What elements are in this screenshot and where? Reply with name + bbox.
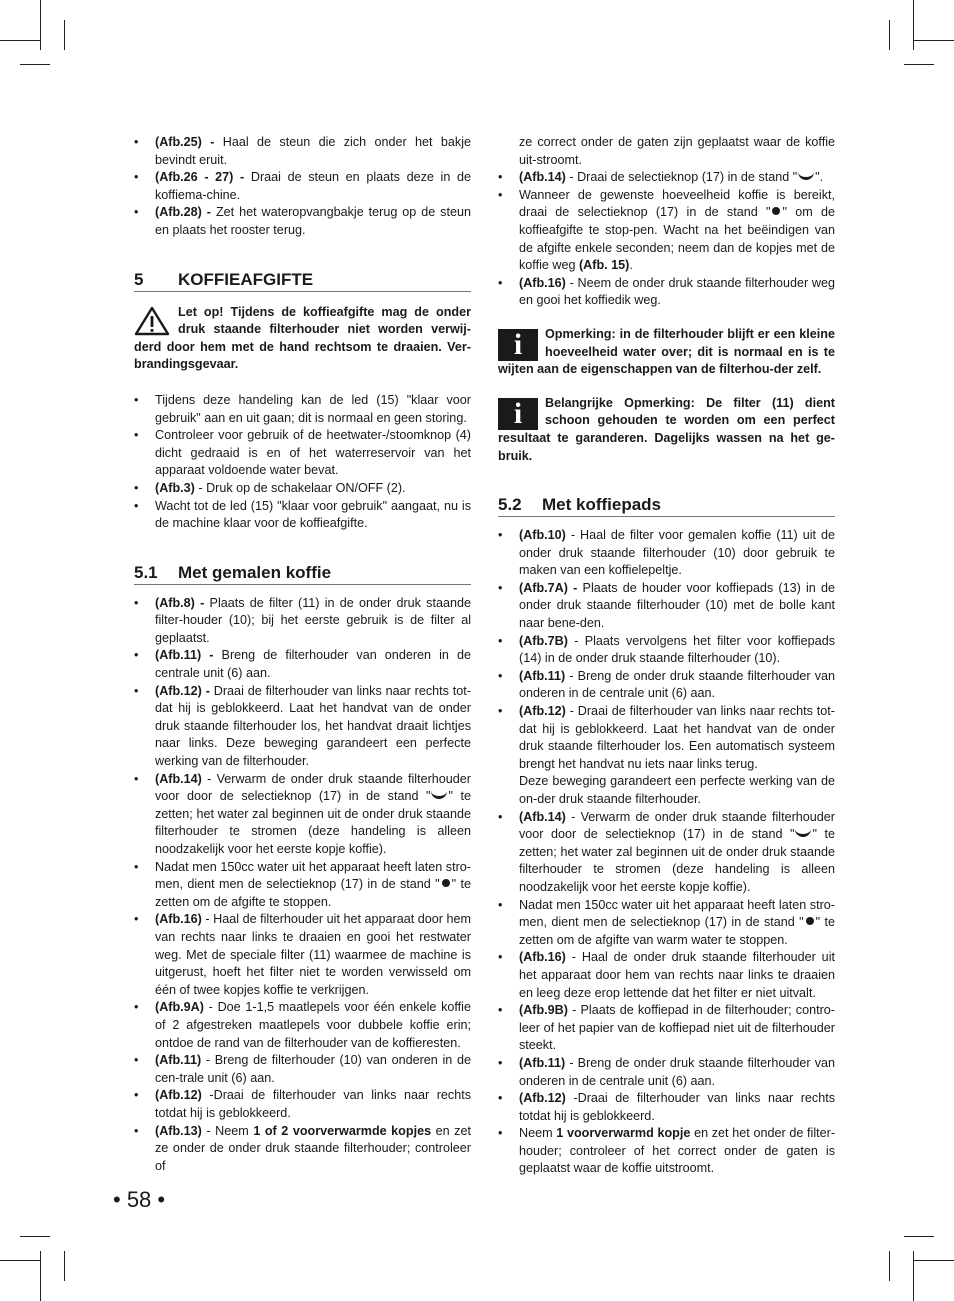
crop-mark <box>40 0 41 50</box>
section51-continued-list <box>498 169 835 310</box>
list-item: • (Afb.13) - Neem 1 of 2 voorverwarmde kopjes en zet ze onder de onder druk staande filterhouder; controleer of <box>134 1123 471 1176</box>
crop-mark <box>40 1251 41 1301</box>
list-item: • (Afb.11) - Breng de filterhouder van onderen in de centrale unit (6) aan. <box>134 647 471 682</box>
list-item: • (Afb.16) - Haal de filterhouder uit het apparaat door hem van rechts naar links te draaien en gooi het restwater weg. Met de speciale filter (11) waarmee de machine is uitgerust, hoeft het filter niet te worden verwisseld om één of twee kopjes koffie te verkrijgen. <box>134 911 471 999</box>
info-icon: i <box>498 329 538 361</box>
section-heading-5-2: 5.2 Met koffiepads <box>498 495 835 517</box>
section52-list <box>498 527 835 1178</box>
cup-position-icon <box>798 169 814 180</box>
list-item: • (Afb.11) - Breng de filterhouder (10) van onderen in de cen-trale unit (6) aan. <box>134 1052 471 1087</box>
off-position-icon <box>442 879 450 887</box>
note-block <box>498 326 835 379</box>
important-note-block <box>498 395 835 465</box>
crop-mark <box>0 1260 40 1261</box>
list-item: • (Afb.14) - Verwarm de onder druk staande filterhouder voor door de selectieknop (17) in de stand " " te zetten; het water zal beginnen uit de onder druk staande filterhouder te stromen (deze handeling is alleen noodzakelijk voor het eerste kopje koffie). <box>498 809 835 897</box>
crop-mark <box>904 64 934 65</box>
crop-mark <box>913 0 914 50</box>
list-item: • (Afb.25) - Haal de steun die zich onder het bakje bevindt eruit. <box>134 134 471 169</box>
crop-mark <box>889 20 890 50</box>
intro-list <box>134 134 471 240</box>
crop-mark <box>64 1251 65 1281</box>
list-item: • Wanneer de gewenste hoeveelheid koffie is bereikt, draai de selectieknop (17) in de stand " " om de koffieafgifte te stop-pen. Wacht na het beëindigen van de afgifte enkele seconden; neem dan de kopjes met de koffie weg (Afb. 15). <box>498 187 835 275</box>
list-item: • Neem 1 voorverwarmd kopje en zet het onder de filter-houder; controleer of het correct onder de gaten is geplaatst waar de koffie uitstroomt. <box>498 1125 835 1178</box>
list-item: • (Afb.10) - Haal de filter voor gemalen koffie (11) uit de onder druk staande filterhouder (10) door gebruik te maken van een koffielepeltje. <box>498 527 835 580</box>
warning-triangle-icon <box>134 306 170 336</box>
section-heading-5: 5 KOFFIEAFGIFTE <box>134 270 471 292</box>
crop-mark <box>913 1251 914 1301</box>
list-item: • (Afb.12) - Draai de filterhouder van links naar rechts tot-dat hij is geblokkeerd. Laat het handvat van de onder druk staande filterhouder los, het handvat draait lichtjes naar links. Deze beweging garandeert een perfecte werking van de filterhouder. <box>134 683 471 771</box>
list-item: • (Afb.3) - Druk op de schakelaar ON/OFF (2). <box>134 480 471 498</box>
list-item: • (Afb.14) - Draai de selectieknop (17) in de stand " ". <box>498 169 835 187</box>
list-item: • (Afb.14) - Verwarm de onder druk staande filterhouder voor door de selectieknop (17) in de stand " " te zetten; het water zal beginnen uit de onder druk staande filterhouder te stromen (deze handeling is alleen noodzakelijk voor het eerste kopje koffie). <box>134 771 471 859</box>
crop-mark <box>64 20 65 50</box>
left-column <box>134 134 471 1175</box>
crop-mark <box>20 64 50 65</box>
list-item: • (Afb.11) - Breng de onder druk staande filterhouder van onderen in de centrale unit (6) aan. <box>498 668 835 703</box>
list-item: • (Afb.16) - Haal de onder druk staande filterhouder uit het apparaat door hem van rechts naar links te draaien en leeg deze erop lettende dat het filter er niet uitvalt. <box>498 949 835 1002</box>
list-item: • (Afb.9B) - Plaats de koffiepad in de filterhouder; contro-leer of het papier van de koffiepad niet uit de filterhouder steekt. <box>498 1002 835 1055</box>
list-item: • (Afb.11) - Breng de onder druk staande filterhouder van onderen in de centrale unit (6) aan. <box>498 1055 835 1090</box>
crop-mark <box>0 40 40 41</box>
list-item: • (Afb.26 - 27) - Draai de steun en plaats deze in de koffiema-chine. <box>134 169 471 204</box>
list-item: • Wacht tot de led (15) "klaar voor gebruik" aangaat, nu is de machine klaar voor de koffieafgifte. <box>134 498 471 533</box>
warning-text: Let op! Tijdens de koffieafgifte mag de onder druk staande filterhouder niet worden verwij-derd door hem met de hand rechtsom te draaien. Ver-brandingsgevaar. <box>134 304 471 372</box>
crop-mark <box>889 1251 890 1281</box>
section51-list <box>134 595 471 1176</box>
page-number: • 58 • <box>113 1187 166 1212</box>
list-item: • (Afb.7A) - Plaats de houder voor koffiepads (13) in de onder druk staande filterhouder (10) met de bolle kant naar bene-den. <box>498 580 835 633</box>
list-item: • (Afb.8) - Plaats de filter (11) in de onder druk staande filter-houder (10); bij het eerste gebruik is de filter al geplaatst. <box>134 595 471 648</box>
continued-text: ze correct onder de gaten zijn geplaatst waar de koffie uit-stroomt. <box>519 135 835 167</box>
section5-list <box>134 392 471 533</box>
crop-mark <box>20 1236 50 1237</box>
info-icon: i <box>498 398 538 430</box>
list-item: • (Afb.12) -Draai de filterhouder van links naar rechts totdat hij is geblokkeerd. <box>498 1090 835 1125</box>
cup-position-icon <box>795 826 811 837</box>
list-item: • Tijdens deze handeling kan de led (15) "klaar voor gebruik" aan en uit gaan; dit is normaal en geen storing. <box>134 392 471 427</box>
list-item: • (Afb.9A) - Doe 1-1,5 maatlepels voor één enkele koffie of 2 afgestreken maatlepels voor dubbele koffie erin; ontdoe de rand van de filterhouder van de koffieresten. <box>134 999 471 1052</box>
crop-mark <box>914 1260 954 1261</box>
cup-position-icon <box>431 788 447 799</box>
list-item: • (Afb.7B) - Plaats vervolgens het filter voor koffiepads (14) in de onder druk staande filterhouder (10). <box>498 633 835 668</box>
crop-mark <box>914 40 954 41</box>
list-item: • (Afb.16) - Neem de onder druk staande filterhouder weg en gooi het koffiedik weg. <box>498 275 835 310</box>
list-item: • (Afb.12) - Draai de filterhouder van links naar rechts tot-dat hij is geblokkeerd. Laat het handvat van de onder druk staande filterhouder los. Een automatisch systeem brengt het handvat nu iets naar links terug. Deze beweging garandeert een perfecte werking van de on-der druk staande filterhouder. <box>498 703 835 809</box>
list-item: • Controleer voor gebruik of de heetwater-/stoomknop (4) dicht gedraaid is en of het waterreservoir van het apparaat voldoende water bevat. <box>134 427 471 480</box>
crop-mark <box>904 1236 934 1237</box>
list-item: • Nadat men 150cc water uit het apparaat heeft laten stro-men, dient men de selectieknop (17) in de stand " " te zetten om de afgifte te stoppen. <box>134 859 471 912</box>
off-position-icon <box>806 917 814 925</box>
off-position-icon <box>772 207 780 215</box>
list-item: • Nadat men 150cc water uit het apparaat heeft laten stro-men, dient men de selectieknop (17) in de stand " " te zetten om de afgifte van warm water te stoppen. <box>498 897 835 950</box>
list-item: • (Afb.28) - Zet het wateropvangbakje terug op de steun en plaats het rooster terug. <box>134 204 471 239</box>
warning-block <box>134 304 471 374</box>
right-column <box>498 134 835 1178</box>
important-note-text: Belangrijke Opmerking: De filter (11) dient schoon gehouden te worden om een perfect resultaat te garanderen. Dagelijks wassen na het ge-bruik. <box>498 395 835 463</box>
section-heading-5-1: 5.1 Met gemalen koffie <box>134 563 471 585</box>
list-item: • (Afb.12) -Draai de filterhouder van links naar rechts totdat hij is geblokkeerd. <box>134 1087 471 1122</box>
note-text: Opmerking: in de filterhouder blijft er een kleine hoeveelheid water over; dit is normaal en is te wijten aan de eigenschappen van de filterhou-der zelf. <box>498 326 835 377</box>
